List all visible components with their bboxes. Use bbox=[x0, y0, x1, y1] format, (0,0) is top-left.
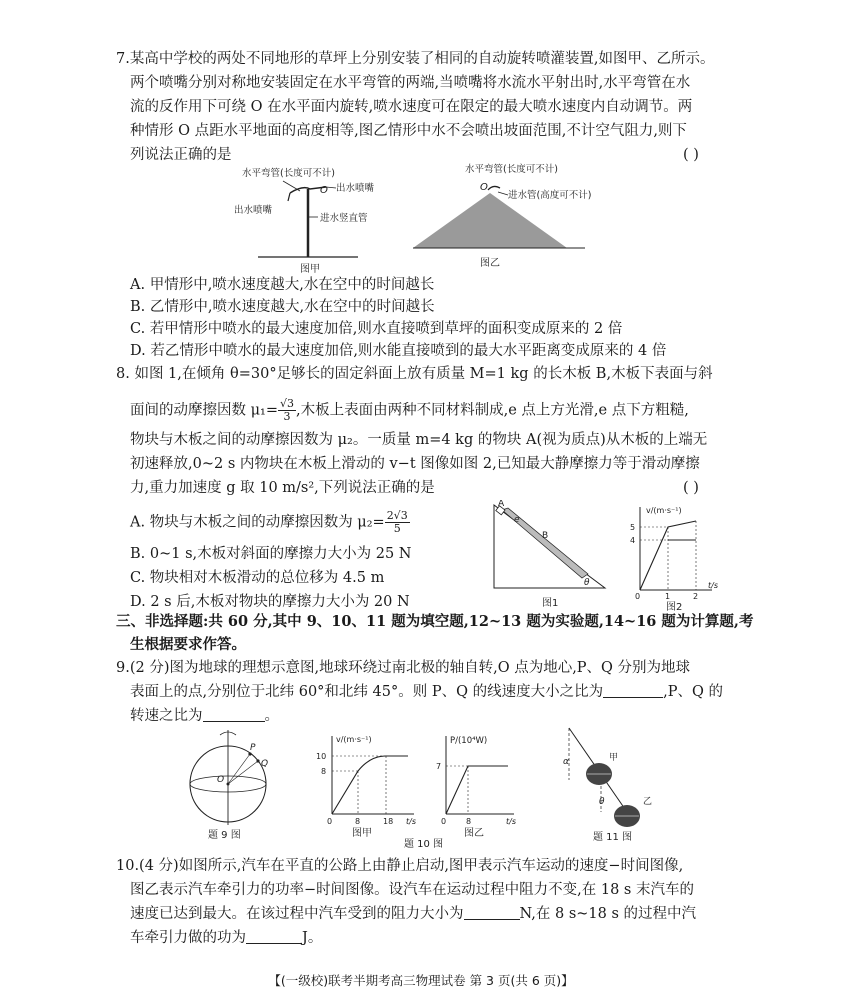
q8-line-2-rest: ,木板上表面由两种不同材料制成,e 点上方光滑,e 点下方粗糙, bbox=[296, 402, 689, 419]
q7-line-4: 种情形 O 点距水平地面的高度相等,图乙情形中水不会喷出坡面范围,不计空气阻力,则下 bbox=[130, 123, 687, 139]
fig9-radius-q bbox=[228, 761, 258, 784]
q10-line-3-text: 速度已达到最大。在该过程中汽车受到的阻力大小为 bbox=[130, 906, 464, 922]
fig1-label-b: B bbox=[542, 531, 549, 541]
q8-line-3: 物块与木板之间的动摩擦因数为 μ₂。一质量 m=4 kg 的物块 A(视为质点)从木板的上端无 bbox=[130, 432, 708, 448]
fig2-tick-x0: 0 bbox=[635, 592, 641, 601]
q9-line-2-rest: ,P、Q 的 bbox=[663, 684, 723, 700]
q7-figure-yi bbox=[410, 160, 610, 275]
q8-option-d[interactable]: D. 2 s 后,木板对物块的摩擦力大小为 20 N bbox=[130, 594, 410, 610]
q9-line-3 bbox=[130, 706, 279, 726]
fig-jia-caption: 图甲 bbox=[300, 264, 320, 275]
fig10-jia-tick-x0: 0 bbox=[327, 817, 333, 826]
fig10-jia-xlabel: t/s bbox=[406, 817, 416, 826]
fig2-tick-x2: 2 bbox=[693, 592, 699, 601]
q7-option-d[interactable]: D. 若乙情形中喷水的最大速度加倍,则水能直接喷到的最大水平距离变成原来的 4 倍 bbox=[130, 343, 667, 359]
fig10-yi-caption: 图乙 bbox=[464, 828, 484, 838]
q8-option-a-fraction bbox=[385, 510, 410, 535]
section-3-line-1: 三、非选择题:共 60 分,其中 9、10、11 题为填空题,12~13 题为实验题,14~16 题为计算题,考 bbox=[116, 613, 754, 630]
fig10-jia-caption: 图甲 bbox=[352, 828, 372, 838]
fig10-yi-tick-y7: 7 bbox=[436, 762, 442, 771]
q8-option-a-numerator: 2√3 bbox=[386, 509, 408, 522]
q8-option-c[interactable]: C. 物块相对木板滑动的总位移为 4.5 m bbox=[130, 570, 385, 586]
q7-option-b[interactable]: B. 乙情形中,喷水速度越大,水在空中的时间越长 bbox=[130, 299, 435, 315]
q8-line-2 bbox=[130, 398, 689, 423]
q10-blank-work[interactable] bbox=[246, 929, 302, 944]
fig9-label-p: P bbox=[250, 743, 256, 753]
q10-line-2: 图乙表示汽车牵引力的功率−时间图像。设汽车在运动过程中阻力不变,在 18 s 末汽车的 bbox=[130, 882, 694, 898]
q8-mu1-numerator: √3 bbox=[280, 397, 295, 410]
section-3-line-2: 生根据要求作答。 bbox=[130, 636, 246, 653]
fig9-label-o: O bbox=[217, 775, 225, 785]
fig-yi-label-o: O bbox=[480, 182, 488, 193]
q8-figure-2 bbox=[628, 502, 724, 612]
fig1-label-e: e bbox=[514, 515, 520, 525]
fig10-jia-velocity-curve bbox=[332, 756, 408, 814]
q10-line-3 bbox=[130, 904, 696, 924]
fig10-caption: 题 10 图 bbox=[404, 839, 444, 850]
q9-blank-linear-speed[interactable] bbox=[603, 683, 663, 698]
fig-yi-arrow bbox=[498, 192, 508, 195]
q8-option-a-denominator: 5 bbox=[393, 522, 401, 535]
page-footer: 【(一级校)联考半期考高三物理试卷 第 3 页(共 6 页)】 bbox=[268, 973, 574, 988]
fig-yi-caption: 图乙 bbox=[480, 258, 500, 269]
q10-line-4 bbox=[130, 928, 322, 948]
fig11-label-yi: 乙 bbox=[643, 797, 653, 807]
fig10-yi-xlabel: t/s bbox=[506, 817, 516, 826]
fig10-jia-tick-y10: 10 bbox=[316, 752, 327, 761]
fig-yi-label-bend: 水平弯管(长度可不计) bbox=[465, 164, 558, 175]
fig2-tick-y5: 5 bbox=[630, 523, 636, 532]
fig1-label-a: A bbox=[498, 500, 505, 509]
fig10-yi-tick-x0: 0 bbox=[441, 817, 447, 826]
fig9-caption: 题 9 图 bbox=[208, 830, 241, 841]
fig10-jia-tick-x8: 8 bbox=[355, 817, 361, 826]
fig10-yi-ylabel: P/(10⁴W) bbox=[450, 736, 488, 746]
fig10-jia-tick-x18: 18 bbox=[383, 817, 394, 826]
q9-line-2-text: 表面上的点,分别位于北纬 60°和北纬 45°。则 P、Q 的线速度大小之比为 bbox=[130, 684, 604, 700]
q7-answer-paren: ( ) bbox=[683, 147, 699, 163]
fig11-caption: 题 11 图 bbox=[593, 832, 633, 842]
fig-yi-label-pipe: 进水管(高度可不计) bbox=[508, 190, 592, 201]
fig1-label-theta: θ bbox=[584, 578, 590, 588]
q7-option-a[interactable]: A. 甲情形中,喷水速度越大,水在空中的时间越长 bbox=[130, 277, 435, 293]
q9-blank-rotation-ratio[interactable] bbox=[203, 707, 265, 722]
q8-mu1-fraction bbox=[278, 398, 296, 423]
fig9-label-q: Q bbox=[261, 759, 269, 769]
q8-mu1-label: 面间的动摩擦因数 μ₁= bbox=[130, 402, 278, 419]
q11-figure bbox=[555, 724, 665, 842]
q10-line-4-end: J。 bbox=[302, 930, 323, 946]
fig-yi-slope bbox=[413, 193, 567, 248]
fig11-label-theta: θ bbox=[599, 797, 605, 807]
q8-line-1: 8. 如图 1,在倾角 θ=30°足够长的固定斜面上放有质量 M=1 kg 的长木板 B,木板下表面与斜 bbox=[116, 366, 713, 382]
fig-yi-bend bbox=[488, 186, 500, 190]
q8-line-5: 力,重力加速度 g 取 10 m/s²,下列说法正确的是 bbox=[130, 480, 435, 496]
q10-line-1: 10.(4 分)如图所示,汽车在平直的公路上由静止启动,图甲表示汽车运动的速度−时间图像, bbox=[116, 858, 684, 874]
fig-jia-left-nozzle bbox=[288, 193, 290, 201]
q8-option-a[interactable] bbox=[130, 510, 410, 535]
q7-option-c[interactable]: C. 若甲情形中喷水的最大速度加倍,则水直接喷到草坪的面积变成原来的 2 倍 bbox=[130, 321, 623, 337]
q10-line-4-text: 车牵引力做的功为 bbox=[130, 930, 246, 946]
q9-line-3-end: 。 bbox=[264, 708, 279, 724]
q8-line-4: 初速释放,0~2 s 内物块在木板上滑动的 v−t 图像如图 2,已知最大静摩擦力等于滑动摩擦 bbox=[130, 456, 700, 472]
fig2-ylabel: v/(m·s⁻¹) bbox=[646, 506, 682, 515]
fig-jia-label-nozzle-left: 出水喷嘴 bbox=[234, 205, 273, 216]
q7-figure-jia bbox=[228, 165, 400, 275]
fig11-label-jia: 甲 bbox=[609, 753, 619, 763]
q9-line-1: 9.(2 分)图为地球的理想示意图,地球环绕过南北极的轴自转,O 点为地心,P、Q 分别为地球 bbox=[116, 660, 691, 676]
fig2-xlabel: t/s bbox=[708, 581, 718, 590]
fig10-yi-tick-x8: 8 bbox=[466, 817, 472, 826]
q10-figure-yi bbox=[430, 730, 522, 838]
q7-line-5: 列说法正确的是 bbox=[130, 147, 232, 163]
q8-mu1-denominator: 3 bbox=[283, 410, 291, 423]
q9-line-3-text: 转速之比为 bbox=[130, 708, 203, 724]
q7-line-2: 两个喷嘴分别对称地安装固定在水平弯管的两端,当喷嘴将水流水平射出时,水平弯管在水 bbox=[130, 75, 691, 91]
fig10-jia-tick-y8: 8 bbox=[321, 767, 327, 776]
q7-line-1: 7.某高中学校的两处不同地形的草坪上分别安装了相同的自动旋转喷灌装置,如图甲、乙所示。 bbox=[116, 51, 715, 67]
fig1-caption: 图1 bbox=[542, 598, 559, 609]
q10-line-3-rest: N,在 8 s~18 s 的过程中汽 bbox=[519, 906, 697, 922]
fig-jia-label-bend: 水平弯管(长度可不计) bbox=[242, 168, 335, 179]
q10-blank-resistance[interactable] bbox=[464, 905, 520, 920]
fig9-radius-p bbox=[228, 754, 250, 784]
q8-answer-paren: ( ) bbox=[683, 480, 699, 496]
fig-jia-label-pipe: 进水竖直管 bbox=[320, 213, 368, 224]
fig10-yi-power-line bbox=[446, 766, 508, 814]
q9-figure-earth bbox=[180, 726, 276, 842]
q7-line-3: 流的反作用下可绕 O 在水平面内旋转,喷水速度可在限定的最大喷水速度内自动调节。两 bbox=[130, 99, 693, 115]
fig11-label-alpha: α bbox=[563, 757, 569, 767]
q9-line-2 bbox=[130, 682, 723, 702]
fig-jia-label-o: O bbox=[320, 185, 328, 196]
fig10-jia-ylabel: v/(m·s⁻¹) bbox=[336, 735, 372, 744]
q8-option-a-text: A. 物块与木板之间的动摩擦因数为 μ₂= bbox=[130, 514, 385, 531]
q8-option-b[interactable]: B. 0~1 s,木板对斜面的摩擦力大小为 25 N bbox=[130, 546, 412, 562]
q10-figure-jia bbox=[310, 730, 420, 838]
fig2-caption: 图2 bbox=[666, 602, 683, 612]
fig2-tick-y4: 4 bbox=[630, 536, 636, 545]
q8-figure-1 bbox=[488, 500, 613, 612]
fig-jia-label-nozzle-right: 出水喷嘴 bbox=[336, 183, 375, 194]
fig9-point-q bbox=[256, 759, 259, 762]
fig2-tick-x1: 1 bbox=[665, 592, 671, 601]
